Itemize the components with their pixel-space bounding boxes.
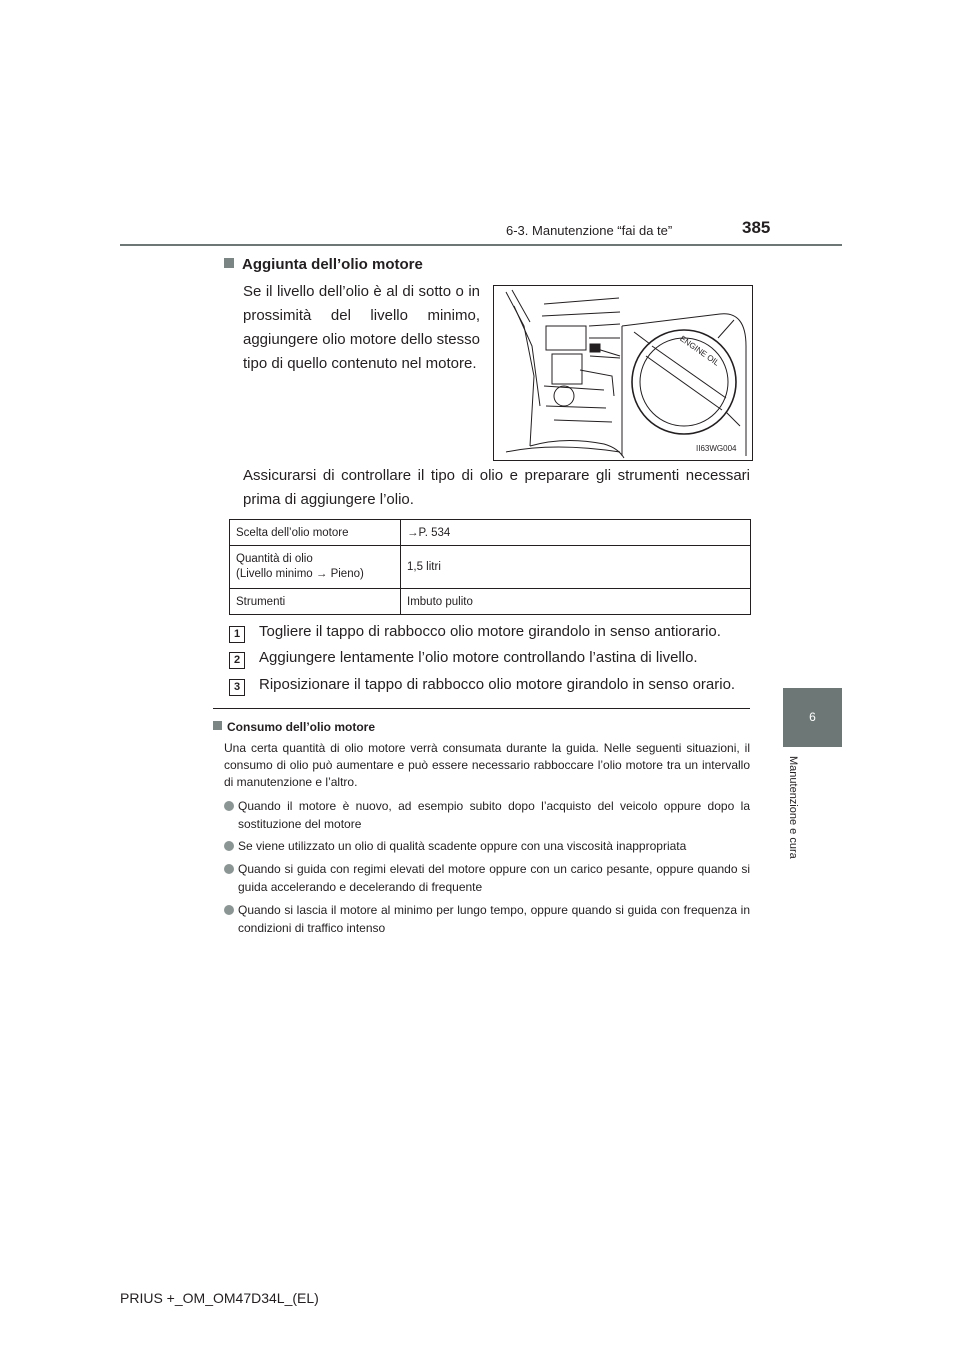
table-cell-label: Scelta dell’olio motore bbox=[230, 520, 401, 546]
section-title bbox=[224, 256, 423, 273]
bullet-text: Quando il motore è nuovo, ad esempio subito dopo l’acquisto del veicolo oppure dopo la sostituzione del motore bbox=[238, 799, 750, 831]
table-cell-value: →P. 534 bbox=[401, 520, 751, 546]
bullet-item bbox=[224, 837, 750, 855]
bullet-dot-icon bbox=[224, 841, 234, 851]
bullet-item bbox=[224, 797, 750, 833]
step-text: Aggiungere lentamente l’olio motore controllando l’astina di livello. bbox=[259, 649, 698, 666]
bullet-dot-icon bbox=[224, 905, 234, 915]
bullet-dot-icon bbox=[224, 864, 234, 874]
table-row bbox=[230, 520, 751, 546]
chapter-label-text: Manutenzione e cura bbox=[787, 756, 799, 859]
bullet-dot-icon bbox=[224, 801, 234, 811]
bullet-text: Se viene utilizzato un olio di qualità scadente oppure con una viscosità inappropriata bbox=[238, 839, 687, 853]
step-text: Togliere il tappo di rabbocco olio motore girandolo in senso antiorario. bbox=[259, 623, 721, 640]
note-title bbox=[213, 720, 375, 734]
document-code: PRIUS +_OM_OM47D34L_(EL) bbox=[120, 1290, 319, 1306]
table-cell-value: Imbuto pulito bbox=[401, 589, 751, 615]
preparation-paragraph: Assicurarsi di controllare il tipo di olio e preparare gli strumenti necessari prima di aggiungere l’olio. bbox=[243, 467, 750, 508]
table-cell-value: 1,5 litri bbox=[401, 546, 751, 589]
square-bullet-icon bbox=[213, 721, 222, 730]
cap-label: ENGINE OIL bbox=[678, 333, 721, 368]
engine-bay-drawing bbox=[494, 286, 752, 460]
section-divider bbox=[213, 708, 750, 709]
bullet-item bbox=[224, 860, 750, 896]
table-label-line: (Livello minimo → Pieno) bbox=[236, 568, 364, 580]
step-number: 1 bbox=[229, 626, 245, 643]
note-body: Una certa quantità di olio motore verrà consumata durante la guida. Nelle seguenti situazioni, il consumo di olio può aumentare e può essere necessario rabboccare l’olio motore tra un intervallo di manutenzione e l’altro. bbox=[224, 741, 750, 789]
header-rule bbox=[120, 244, 842, 246]
chapter-number: 6 bbox=[809, 710, 816, 724]
oil-info-table bbox=[229, 519, 751, 615]
step-item bbox=[229, 676, 736, 696]
engine-oil-cap-illustration bbox=[493, 285, 753, 461]
chapter-label bbox=[785, 756, 805, 946]
bullet-item bbox=[224, 901, 750, 937]
running-header: 6-3. Manutenzione “fai da te” bbox=[506, 223, 673, 238]
step-number: 2 bbox=[229, 652, 245, 669]
step-text: Riposizionare il tappo di rabbocco olio motore girandolo in senso orario. bbox=[259, 676, 736, 693]
section-title-text: Aggiunta dell’olio motore bbox=[242, 256, 423, 273]
page-number: 385 bbox=[742, 218, 771, 237]
bullet-text: Quando si lascia il motore al minimo per lungo tempo, oppure quando si guida con frequenza in condizioni di traffico intenso bbox=[238, 903, 750, 935]
table-cell-label bbox=[230, 546, 401, 589]
step-number: 3 bbox=[229, 679, 245, 696]
intro-paragraph: Se il livello dell’olio è al di sotto o in prossimità del livello minimo, aggiungere olio motore dello stesso tipo di quello contenuto nel motore. bbox=[243, 283, 480, 372]
note-title-text: Consumo dell’olio motore bbox=[227, 720, 376, 734]
table-row bbox=[230, 546, 751, 589]
table-cell-label: Strumenti bbox=[230, 589, 401, 615]
table-label-line: Quantità di olio bbox=[236, 553, 313, 565]
table-row bbox=[230, 589, 751, 615]
bullet-text: Quando si guida con regimi elevati del motore oppure con un carico pesante, oppure quando si guida accelerando e decelerando di frequente bbox=[238, 862, 750, 894]
square-bullet-icon bbox=[224, 258, 234, 268]
step-item bbox=[229, 623, 721, 643]
figure-code: II63WG004 bbox=[696, 444, 737, 453]
step-item bbox=[229, 649, 698, 669]
